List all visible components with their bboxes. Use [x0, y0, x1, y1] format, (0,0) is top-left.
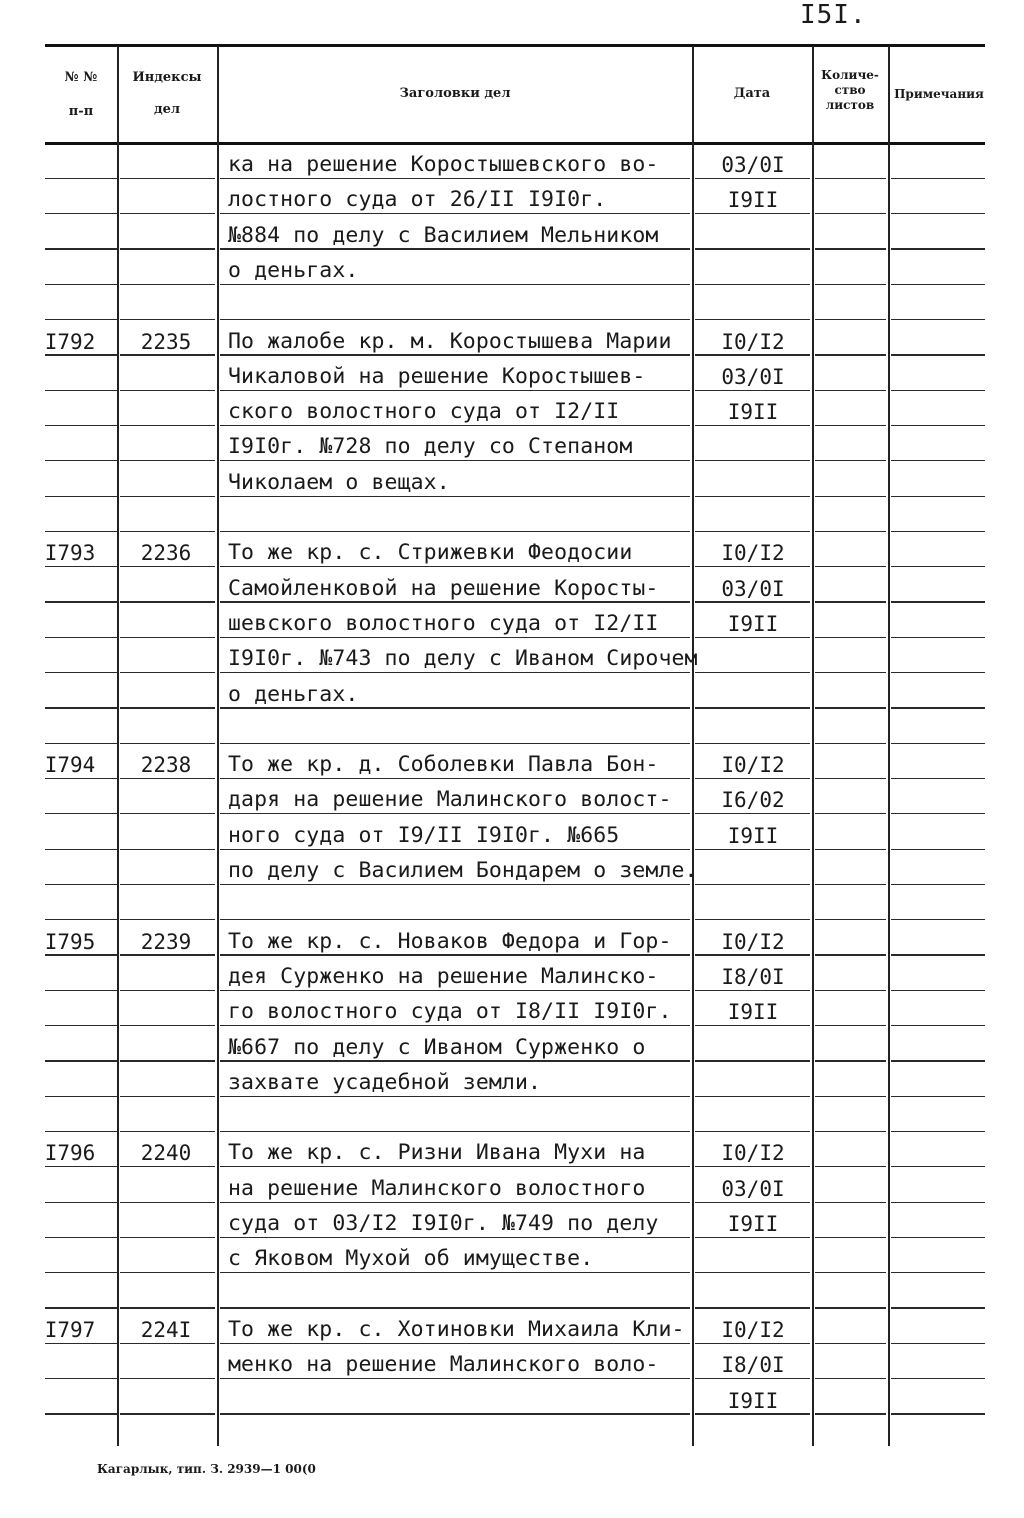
- cell-title: То же кр. с. Ризни Ивана Мухи на: [228, 1140, 646, 1166]
- cell-number: I795: [44, 929, 96, 954]
- cell-title: о деньгах.: [228, 681, 359, 707]
- row-rule: [120, 1413, 215, 1414]
- cell-index: 2238: [140, 753, 192, 778]
- row-rule: [815, 778, 886, 779]
- cell-date: I9II: [727, 400, 779, 425]
- cell-number: I793: [44, 541, 96, 566]
- row-rule: [120, 248, 215, 249]
- table-row: [0, 148, 1024, 182]
- row-rule: [45, 1272, 117, 1273]
- row-rule: [695, 248, 810, 249]
- row-rule: [891, 954, 985, 955]
- table-row: [0, 1136, 1024, 1170]
- row-rule: [815, 496, 886, 497]
- cell-title: на решение Малинского волостного: [228, 1175, 646, 1201]
- cell-title: То же кр. с. Хотиновки Михаила Кли-: [228, 1316, 685, 1342]
- table-row: [0, 1172, 1024, 1206]
- table-row: [0, 219, 1024, 253]
- cell-date: I9II: [727, 1212, 779, 1236]
- row-rule: [45, 1202, 117, 1203]
- header-date: Дата: [733, 86, 771, 101]
- row-rule: [891, 707, 985, 708]
- row-rule: [815, 601, 886, 602]
- row-rule: [120, 884, 215, 885]
- row-rule: [891, 566, 985, 567]
- cell-date: 03/0I: [721, 364, 785, 389]
- row-rule: [815, 178, 886, 179]
- table-row: [0, 572, 1024, 606]
- row-rule: [815, 1025, 886, 1026]
- row-rule: [891, 1202, 985, 1203]
- row-rule: [891, 1272, 985, 1273]
- row-rule: [45, 284, 117, 285]
- row-rule: [120, 919, 215, 920]
- table-row: [0, 183, 1024, 217]
- row-rule: [815, 1060, 886, 1061]
- cell-title: №884 по делу с Василием Мельником: [228, 222, 659, 248]
- cell-index: 224I: [140, 1317, 192, 1342]
- row-rule: [815, 1096, 886, 1097]
- row-rule: [695, 1131, 810, 1132]
- cell-date: I0/I2: [721, 1317, 785, 1342]
- row-rule: [815, 460, 886, 461]
- row-rule: [891, 1166, 985, 1167]
- cell-title: Чиколаем о вещах.: [228, 469, 450, 495]
- table-row: [0, 254, 1024, 288]
- row-rule: [891, 601, 985, 602]
- row-rule: [45, 1378, 117, 1379]
- row-rule: [695, 919, 810, 920]
- cell-date: I0/I2: [721, 329, 785, 354]
- row-rule: [695, 1307, 810, 1308]
- cell-number: I794: [44, 753, 96, 778]
- cell-title: I9I0г. №728 по делу со Степаном: [228, 434, 633, 460]
- row-rule: [45, 601, 117, 602]
- table-row: [0, 607, 1024, 641]
- row-rule: [891, 390, 985, 391]
- row-rule: [815, 990, 886, 991]
- row-rule: [120, 1131, 215, 1132]
- row-rule: [815, 1413, 886, 1414]
- row-rule: [891, 178, 985, 179]
- row-rule: [891, 1378, 985, 1379]
- row-rule: [120, 1307, 215, 1308]
- table-row: [0, 1278, 1024, 1312]
- row-rule: [120, 390, 215, 391]
- row-rule: [815, 390, 886, 391]
- table-row: [0, 1384, 1024, 1418]
- row-rule: [220, 531, 690, 532]
- row-rule: [45, 1413, 117, 1414]
- table-row: [0, 1348, 1024, 1382]
- cell-date: I9II: [727, 823, 779, 848]
- row-rule: [120, 707, 215, 708]
- row-rule: [891, 496, 985, 497]
- row-rule: [891, 1237, 985, 1238]
- cell-title: То же кр. д. Соболевки Павла Бон-: [228, 752, 659, 778]
- row-rule: [891, 884, 985, 885]
- table-row: [0, 925, 1024, 959]
- row-rule: [45, 1025, 117, 1026]
- row-rule: [815, 248, 886, 249]
- row-rule: [220, 319, 690, 320]
- row-rule: [120, 1060, 215, 1061]
- table-row: [0, 1313, 1024, 1347]
- row-rule: [891, 284, 985, 285]
- table-row: [0, 995, 1024, 1029]
- row-rule: [815, 919, 886, 920]
- cell-date: I8/0I: [721, 964, 785, 989]
- row-rule: [695, 884, 810, 885]
- row-rule: [891, 248, 985, 249]
- header-index-line1: Индексы: [132, 70, 202, 85]
- row-rule: [120, 284, 215, 285]
- row-rule: [815, 1202, 886, 1203]
- row-rule: [815, 1131, 886, 1132]
- table-row: [0, 889, 1024, 923]
- row-rule: [891, 1025, 985, 1026]
- row-rule: [891, 460, 985, 461]
- row-rule: [45, 672, 117, 673]
- table-row: [0, 289, 1024, 323]
- row-rule: [120, 319, 215, 320]
- row-rule: [815, 1378, 886, 1379]
- row-rule: [120, 531, 215, 532]
- table-row: [0, 783, 1024, 817]
- row-rule: [815, 743, 886, 744]
- row-rule: [815, 1343, 886, 1344]
- cell-date: I9II: [727, 611, 779, 636]
- cell-title: №667 по делу с Иваном Сурженко о: [228, 1034, 646, 1060]
- cell-index: 2239: [140, 929, 192, 954]
- table-row: [0, 1207, 1024, 1241]
- table-row: [0, 395, 1024, 429]
- cell-title: То же кр. с. Стрижевки Феодосии: [228, 540, 633, 566]
- header-num-line2: п-п: [68, 104, 94, 119]
- row-rule: [45, 1060, 117, 1061]
- row-rule: [815, 637, 886, 638]
- row-rule: [120, 460, 215, 461]
- row-rule: [815, 954, 886, 955]
- cell-title: го волостного суда от I8/II I9I0г.: [228, 999, 672, 1025]
- row-rule: [891, 813, 985, 814]
- table-row: [0, 642, 1024, 676]
- row-rule: [891, 637, 985, 638]
- cell-title: ка на решение Коростышевского во-: [228, 152, 659, 177]
- row-rule: [120, 601, 215, 602]
- cell-title: ского волостного суда от I2/II: [228, 399, 620, 425]
- row-rule: [815, 284, 886, 285]
- row-rule: [695, 1096, 810, 1097]
- header-title: Заголовки дел: [399, 86, 511, 101]
- cell-date: I9II: [727, 1000, 779, 1025]
- row-rule: [695, 460, 810, 461]
- row-rule: [891, 1096, 985, 1097]
- header-count-line3: листов: [825, 98, 875, 112]
- cell-title: дея Сурженко на решение Малинско-: [228, 963, 659, 989]
- cell-number: I797: [44, 1317, 96, 1342]
- row-rule: [45, 496, 117, 497]
- cell-title: менко на решение Малинского воло-: [228, 1352, 659, 1378]
- header-num-line1: № №: [64, 70, 98, 85]
- row-rule: [815, 1237, 886, 1238]
- row-rule: [815, 813, 886, 814]
- table-row: [0, 713, 1024, 747]
- row-rule: [45, 919, 117, 920]
- row-rule: [120, 213, 215, 214]
- table-row: [0, 854, 1024, 888]
- row-rule: [815, 531, 886, 532]
- row-rule: [45, 743, 117, 744]
- row-rule: [891, 531, 985, 532]
- row-rule: [815, 354, 886, 355]
- cell-date: I0/I2: [721, 1141, 785, 1166]
- table-row: [0, 1101, 1024, 1135]
- row-rule: [695, 496, 810, 497]
- row-rule: [891, 743, 985, 744]
- row-rule: [891, 1413, 985, 1414]
- cell-title: I9I0г. №743 по делу с Иваном Сирочем: [228, 646, 698, 672]
- cell-title: суда от 03/I2 I9I0г. №749 по делу: [228, 1211, 659, 1236]
- row-rule: [45, 1237, 117, 1238]
- row-rule: [120, 1378, 215, 1379]
- row-rule: [220, 1413, 690, 1414]
- row-rule: [120, 849, 215, 850]
- cell-index: 2235: [140, 329, 192, 354]
- row-rule: [695, 672, 810, 673]
- row-rule: [45, 390, 117, 391]
- cell-date: I0/I2: [721, 541, 785, 566]
- row-rule: [45, 178, 117, 179]
- header-index-line2: дел: [153, 102, 181, 117]
- row-rule: [815, 213, 886, 214]
- table-row: [0, 360, 1024, 394]
- cell-index: 2236: [140, 541, 192, 566]
- row-rule: [45, 849, 117, 850]
- table-row: [0, 1066, 1024, 1100]
- row-rule: [891, 672, 985, 673]
- cell-title: То же кр. с. Новаков Федора и Гор-: [228, 928, 672, 954]
- row-rule: [815, 1166, 886, 1167]
- row-rule: [891, 1307, 985, 1308]
- row-rule: [815, 1272, 886, 1273]
- row-rule: [45, 460, 117, 461]
- row-rule: [891, 990, 985, 991]
- cell-title: По жалобе кр. м. Коростышева Марии: [228, 328, 672, 354]
- row-rule: [815, 849, 886, 850]
- row-rule: [891, 919, 985, 920]
- row-rule: [120, 1096, 215, 1097]
- cell-date: I0/I2: [721, 929, 785, 954]
- cell-title: Чикаловой на решение Коростышев-: [228, 363, 646, 389]
- row-rule: [120, 425, 215, 426]
- table-row: [0, 1031, 1024, 1065]
- row-rule: [120, 743, 215, 744]
- table-row: [0, 501, 1024, 535]
- row-rule: [815, 425, 886, 426]
- cell-date: 03/0I: [721, 1176, 785, 1201]
- row-rule: [695, 1060, 810, 1061]
- row-rule: [815, 672, 886, 673]
- cell-title: ного суда от I9/II I9I0г. №665: [228, 822, 620, 848]
- cell-title: захвате усадебной земли.: [228, 1069, 542, 1095]
- row-rule: [815, 884, 886, 885]
- cell-title: шевского волостного суда от I2/II: [228, 610, 659, 636]
- row-rule: [120, 1025, 215, 1026]
- row-rule: [45, 884, 117, 885]
- row-rule: [695, 284, 810, 285]
- row-rule: [891, 1343, 985, 1344]
- row-rule: [120, 1237, 215, 1238]
- cell-title: лостного суда от 26/II I9I0г.: [228, 187, 607, 213]
- cell-title: Самойленковой на решение Коросты-: [228, 575, 659, 601]
- cell-date: 03/0I: [721, 576, 785, 601]
- row-rule: [815, 707, 886, 708]
- cell-number: I792: [44, 329, 96, 354]
- row-rule: [891, 425, 985, 426]
- row-rule: [120, 813, 215, 814]
- table-row: [0, 1242, 1024, 1276]
- row-rule: [695, 1272, 810, 1273]
- row-rule: [891, 778, 985, 779]
- row-rule: [695, 743, 810, 744]
- row-rule: [120, 178, 215, 179]
- row-rule: [220, 1307, 690, 1308]
- row-rule: [891, 319, 985, 320]
- row-rule: [45, 531, 117, 532]
- table-row: [0, 325, 1024, 359]
- cell-title: по делу с Василием Бондарем о земле.: [228, 858, 698, 883]
- row-rule: [891, 213, 985, 214]
- row-rule: [695, 707, 810, 708]
- row-rule: [891, 1060, 985, 1061]
- table-row: [0, 960, 1024, 994]
- row-rule: [120, 990, 215, 991]
- row-rule: [45, 213, 117, 214]
- row-rule: [45, 1131, 117, 1132]
- page-number: I5I.: [800, 0, 867, 30]
- row-rule: [45, 1096, 117, 1097]
- row-rule: [45, 637, 117, 638]
- row-rule: [45, 425, 117, 426]
- table-row: [0, 466, 1024, 500]
- cell-title: даря на решение Малинского волост-: [228, 787, 672, 813]
- table-row: [0, 430, 1024, 464]
- row-rule: [891, 1131, 985, 1132]
- table-row: [0, 748, 1024, 782]
- row-rule: [815, 319, 886, 320]
- row-rule: [45, 319, 117, 320]
- row-rule: [45, 248, 117, 249]
- header-count-line1: Количе-: [821, 68, 879, 82]
- header-count-line2: ство: [834, 83, 866, 97]
- row-rule: [45, 990, 117, 991]
- table-row: [0, 819, 1024, 853]
- cell-date: I9II: [727, 188, 779, 213]
- cell-date: I0/I2: [721, 753, 785, 778]
- printer-imprint: Кагарлык, тип. З. 2939—1 00(0: [97, 1462, 316, 1476]
- row-rule: [120, 1202, 215, 1203]
- cell-title: о деньгах.: [228, 257, 359, 283]
- cell-title: с Яковом Мухой об имуществе.: [228, 1246, 594, 1272]
- row-rule: [695, 531, 810, 532]
- cell-date: I6/02: [721, 788, 785, 813]
- row-rule: [120, 637, 215, 638]
- cell-date: I9II: [727, 1388, 779, 1413]
- row-rule: [120, 672, 215, 673]
- row-rule: [695, 319, 810, 320]
- row-rule: [220, 919, 690, 920]
- cell-number: I796: [44, 1141, 96, 1166]
- cell-date: 03/0I: [721, 153, 785, 177]
- row-rule: [891, 354, 985, 355]
- row-rule: [120, 1272, 215, 1273]
- header-notes: Примечания: [894, 87, 984, 101]
- cell-index: 2240: [140, 1141, 192, 1166]
- row-rule: [891, 849, 985, 850]
- row-rule: [45, 707, 117, 708]
- cell-date: I8/0I: [721, 1353, 785, 1378]
- table-row: [0, 678, 1024, 712]
- table-row: [0, 536, 1024, 570]
- row-rule: [815, 1307, 886, 1308]
- row-rule: [45, 813, 117, 814]
- row-rule: [220, 743, 690, 744]
- row-rule: [815, 566, 886, 567]
- row-rule: [45, 1307, 117, 1308]
- row-rule: [220, 1131, 690, 1132]
- row-rule: [120, 496, 215, 497]
